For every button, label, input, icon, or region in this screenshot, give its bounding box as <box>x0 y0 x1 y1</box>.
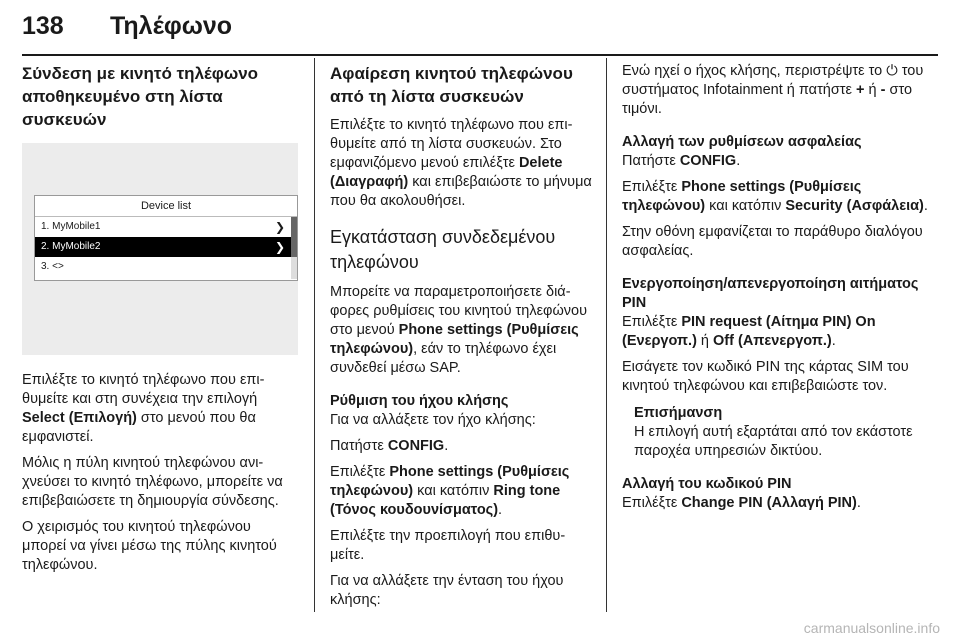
subheading-change-pin: Αλλαγή του κωδικού PIN <box>622 476 792 492</box>
section-heading-remove: Αφαίρεση κινητού τηλεφώνου από τη λίστα συσκευών <box>330 64 573 106</box>
paragraph: Εισάγετε τον κωδικό PIN της κάρτας SIM του κινητού τηλεφώνου και επιβεβαιώστε τον. <box>622 359 909 394</box>
page-header <box>22 8 938 48</box>
device-list-panel <box>34 195 298 281</box>
device-label: 3. <> <box>41 261 64 272</box>
header-rule <box>22 54 938 56</box>
subheading-ringtone: Ρύθμιση του ήχου κλήσης <box>330 393 509 409</box>
paragraph: Επιλέξτε το κινητό τηλέφωνο που επιθυμείτε από τη λίστα συσκευών. Στο εμφανιζόμενο μενού επιλέξτε Delete (Διαγραφή) και επιβεβαιώστε το μήνυμα που θα ακολουθήσει. <box>330 117 592 209</box>
paragraph: Επιλέξτε Phone settings (Ρυθμίσεις τηλεφώνου) και κατόπιν Ring tone (Τόνος κουδουνίσματος). <box>330 464 570 518</box>
section-heading-connect: Σύνδεση με κινητό τηλέφωνο αποθηκευμένο στη λίστα συσκευών <box>22 64 259 129</box>
note-text: Η επιλογή αυτή εξαρτάται από τον εκάστοτε παροχέα υπηρεσιών δικτύου. <box>634 424 913 459</box>
scrollbar-thumb[interactable] <box>291 217 297 257</box>
device-list-item-selected[interactable] <box>35 237 297 257</box>
device-list-item[interactable] <box>35 257 297 277</box>
page-number: 138 <box>22 12 64 40</box>
device-list-scrollbar[interactable] <box>291 217 297 279</box>
paragraph: Επιλέξτε την προεπιλογή που επιθυμείτε. <box>330 528 566 563</box>
paragraph: Επιλέξτε το κινητό τηλέφωνο που επιθυμείτε και στη συνέχεια την επιλογή Select (Επιλογή) στο μενού που θα εμφανιστεί. <box>22 372 265 445</box>
column-divider-1 <box>314 58 315 612</box>
subheading-pin-request: Ενεργοποίηση/απενεργοποίηση αιτήματος PIN <box>622 276 919 311</box>
paragraph: Επιλέξτε Phone settings (Ρυθμίσεις τηλεφώνου) και κατόπιν Security (Ασφάλεια). <box>622 179 928 214</box>
paragraph: Μόλις η πύλη κινητού τηλεφώνου ανιχνεύσει το κινητό τηλέφωνο, μπορείτε να επιβεβαιώσετε τη δημιουργία σύνδεσης. <box>22 455 283 509</box>
device-label: 2. MyMobile2 <box>41 241 101 252</box>
chevron-right-icon: ❯ <box>274 240 285 254</box>
device-list-item[interactable] <box>35 217 297 237</box>
paragraph: Ο χειρισμός του κινητού τηλεφώνου μπορεί να γίνει μέσω της πύλης κινητού τηλεφώνου. <box>22 519 277 573</box>
paragraph: Πατήστε CONFIG. <box>330 438 449 454</box>
paragraph: Μπορείτε να παραμετροποιήσετε διάφορες ρυθμίσεις του κινητού τηλεφώνου στο μενού Phone settings (Ρυθμίσεις τηλεφώνου), εάν το τηλέφωνο έχει συνδεθεί μέσω SAP. <box>330 284 588 376</box>
section-heading-setup: Εγκατάσταση συνδεδεμένου τηλεφώνου <box>330 227 556 272</box>
paragraph: Ενώ ηχεί ο ήχος κλήσης, περιστρέψτε το ⏻ του συστήματος Infotainment ή πατήστε + ή - στο τιμόνι. <box>622 63 924 117</box>
chevron-right-icon: ❯ <box>274 220 285 234</box>
paragraph: Επιλέξτε PIN request (Αίτημα PIN) On (Ενεργοπ.) ή Off (Απενεργοπ.). <box>622 314 876 349</box>
paragraph: Για να αλλάξετε την ένταση του ήχου κλήσης: <box>330 573 564 608</box>
paragraph: Επιλέξτε Change PIN (Αλλαγή PIN). <box>622 495 861 511</box>
page-title: Τηλέφωνο <box>110 12 233 40</box>
device-label: 1. MyMobile1 <box>41 221 101 232</box>
note-title: Επισήμανση <box>634 405 723 421</box>
device-list-title: Device list <box>35 196 297 217</box>
subheading-security: Αλλαγή των ρυθμίσεων ασφαλείας <box>622 134 862 150</box>
column-2 <box>330 62 594 617</box>
column-1 <box>22 62 298 582</box>
note-box <box>622 404 942 461</box>
paragraph: Πατήστε CONFIG. <box>622 153 741 169</box>
column-3 <box>622 62 942 520</box>
watermark: carmanualsonline.info <box>803 620 940 636</box>
paragraph: Για να αλλάξετε τον ήχο κλήσης: <box>330 412 536 428</box>
power-knob-icon: ⏻ <box>886 63 898 79</box>
column-divider-2 <box>606 58 607 612</box>
paragraph: Στην οθόνη εμφανίζεται το παράθυρο διαλόγου ασφαλείας. <box>622 224 923 259</box>
device-list-screenshot <box>22 143 298 355</box>
